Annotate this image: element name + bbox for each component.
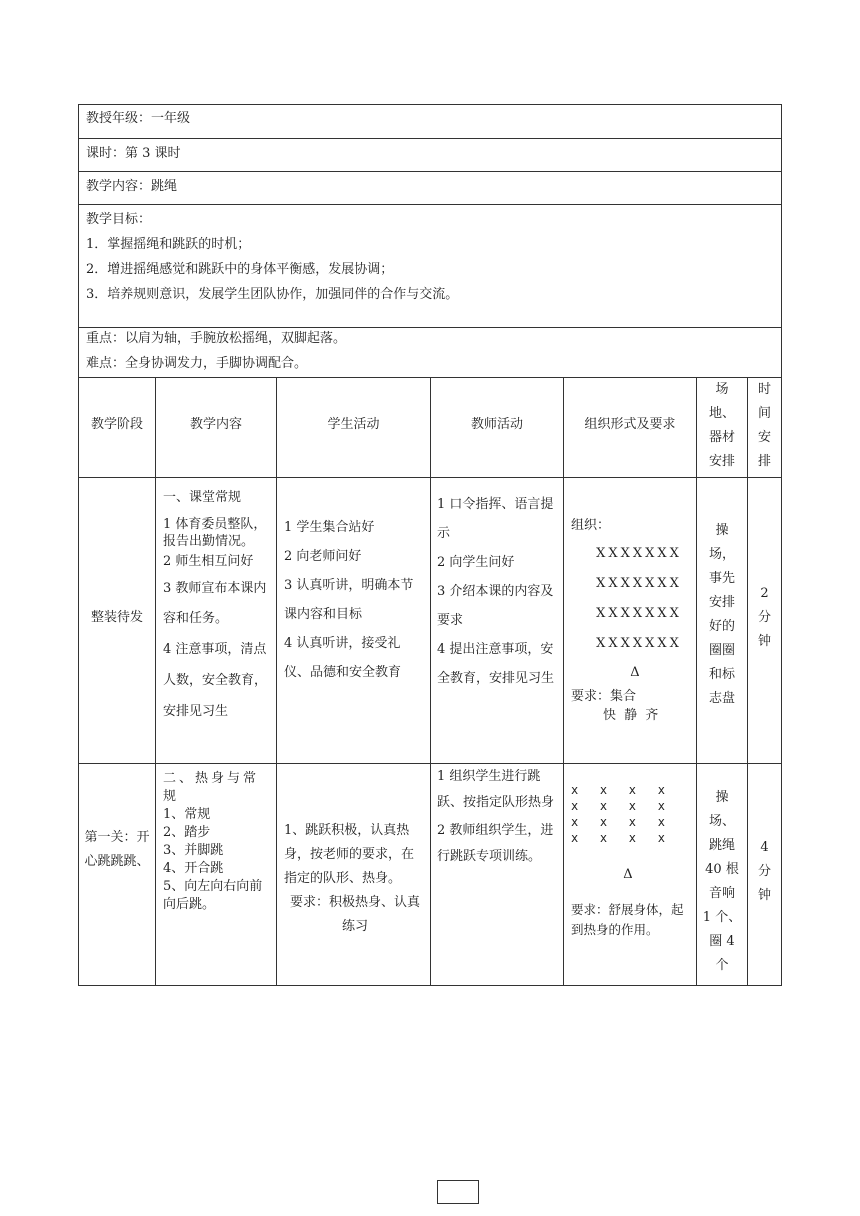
row1-student: [284, 513, 424, 687]
venue-header-part-2: 地、: [708, 406, 735, 421]
row2-venue-line-3: 跳绳: [708, 838, 735, 853]
time-header-part-2: 间: [757, 406, 771, 421]
row1-venue-line-5: 好的: [708, 619, 735, 634]
row1-content-line-3: 2 师生相互问好: [163, 554, 254, 569]
row2-teacher-line-2: 2 教师组织学生，进行跳跃专项训练。: [437, 823, 554, 864]
row1-venue-line-2: 场，: [708, 547, 735, 562]
row1-content-line-2: 1 体育委员整队，报告出勤情况。: [163, 517, 267, 549]
row2-content-line-1: 二、热身与常规: [163, 771, 260, 804]
formation-row-4: XXXXXXX: [596, 636, 682, 651]
time-header-part-4: 排: [757, 454, 771, 469]
divider-2: [78, 171, 782, 172]
row1-student-line-3: 3 认真听讲，明确本节课内容和目标: [284, 578, 414, 622]
objective-3: 3．培养规则意识，发展学生团队协作，加强同伴的合作与交流。: [86, 287, 459, 302]
time-header-part-1: 时: [757, 382, 771, 397]
row1-venue-line-8: 志盘: [708, 691, 735, 706]
row2-content-line-3: 2、踏步: [163, 825, 211, 840]
row1-venue-line-4: 安排: [708, 595, 735, 610]
col-header-stage: 教学阶段: [90, 417, 143, 432]
row1-teacher-line-3: 3 介绍本课的内容及要求: [437, 584, 554, 628]
row1-teacher-line-1: 1 口令指挥、语言提示: [437, 497, 554, 541]
col-header-time: [748, 378, 781, 474]
row1-stage: 整装待发: [90, 610, 143, 625]
row2-venue-line-5: 音响: [708, 886, 735, 901]
row2-student-line-1: 1、跳跃积极，认真热身，按老师的要求，在指定的队形、热身。: [284, 823, 415, 886]
divider-4: [78, 327, 782, 328]
col-header-content: 教学内容: [189, 417, 242, 432]
row1-teacher-line-2: 2 向学生问好: [437, 555, 515, 570]
row2-venue-line-8: 个: [715, 958, 729, 973]
row2-teacher-delta: Δ: [623, 867, 633, 882]
row1-org-req2: 快 静 齐: [603, 708, 661, 723]
row1-content-line-1: 一、课堂常规: [163, 490, 242, 505]
col-header-teacher: 教师活动: [470, 417, 523, 432]
row1-venue-line-7: 和标: [708, 667, 735, 682]
row2-teacher: [437, 764, 559, 870]
row2-org-req: 要求：舒展身体，起到热身的作用。: [571, 902, 684, 937]
row2-time-line-2: 分: [757, 864, 771, 879]
row2-venue: [697, 786, 747, 978]
row2-stage: 第一关：开心跳跳跳、: [84, 830, 150, 869]
venue-header-part-1: 场: [715, 382, 729, 397]
row2-content-line-4: 3、并脚跳: [163, 843, 224, 858]
row1-student-line-1: 1 学生集合站好: [284, 520, 375, 535]
row2-time-line-3: 钟: [757, 888, 771, 903]
period-text: 课时：第 3 课时: [86, 146, 181, 161]
col-line-1: [155, 377, 156, 986]
row2-student-line-2: 要求：积极热身、认真练习: [289, 895, 420, 934]
row1-content-line-4: 3 教师宣布本课内容和任务。: [163, 581, 267, 626]
row1-content-line-5: 4 注意事项，清点人数，安全教育，安排见习生: [163, 642, 268, 719]
row2-venue-line-4: 40 根: [705, 862, 739, 877]
time-header-part-3: 安: [757, 430, 771, 445]
col-header-org: 组织形式及要求: [584, 417, 676, 432]
row1-time: [748, 582, 781, 654]
objectives-title: 教学目标：: [86, 212, 152, 227]
row2-formation-row-3: x x x x: [571, 815, 665, 829]
table-right-border: [781, 104, 782, 986]
row1-content: [163, 486, 271, 727]
col-header-venue: [697, 378, 747, 474]
row2-time: [748, 836, 781, 908]
row1-student-line-2: 2 向老师问好: [284, 549, 362, 564]
table-left-border: [78, 104, 79, 986]
objective-2: 2．增进摇绳感觉和跳跃中的身体平衡感，发展协调；: [86, 262, 394, 277]
row1-venue-line-1: 操: [715, 523, 729, 538]
divider-1: [78, 138, 782, 139]
row2-formation-row-1: x x x x: [571, 783, 665, 797]
row2-teacher-line-1: 1 组织学生进行跳跃、按指定队形热身: [437, 769, 555, 810]
row1-venue-line-6: 圈圈: [708, 643, 735, 658]
row1-org-req: 要求：集合: [571, 689, 637, 704]
table-top-border: [78, 104, 782, 105]
row1-student-line-4: 4 认真听讲，接受礼仪、品德和安全教育: [284, 636, 402, 680]
row2-content-line-6: 5、向左向右向前向后跳。: [163, 879, 263, 912]
col-line-3: [430, 377, 431, 986]
row1-teacher: [437, 490, 559, 693]
page-number-box: [437, 1180, 479, 1204]
venue-header-part-4: 安排: [708, 454, 735, 469]
row1-time-line-3: 钟: [757, 634, 771, 649]
row1-org: [571, 513, 691, 725]
row1-venue-line-3: 事先: [708, 571, 735, 586]
content-text: 教学内容：跳绳: [86, 179, 178, 194]
venue-header-part-3: 器材: [708, 430, 735, 445]
row2-time-line-1: 4: [760, 840, 769, 855]
row1-org-label: 组织：: [571, 518, 611, 533]
grade-text: 教授年级：一年级: [86, 111, 191, 126]
row2-formation-row-4: x x x x: [571, 831, 665, 845]
teacher-delta: Δ: [630, 665, 640, 680]
row2-org: [571, 782, 693, 940]
key-point: 重点：以肩为轴，手腕放松摇绳，双脚起落。: [86, 331, 347, 346]
col-header-student: 学生活动: [327, 417, 380, 432]
row2-content: [163, 770, 271, 914]
row2-venue-line-2: 场、: [708, 814, 735, 829]
divider-3: [78, 204, 782, 205]
row2-venue-line-7: 圈 4: [709, 934, 735, 949]
formation-row-1: XXXXXXX: [596, 546, 682, 561]
row1-venue: [697, 519, 747, 711]
col-line-4: [563, 377, 564, 986]
col-line-2: [276, 377, 277, 986]
difficulty: 难点：全身协调发力，手脚协调配合。: [86, 356, 308, 371]
row2-content-line-2: 1、常规: [163, 807, 211, 822]
formation-row-3: XXXXXXX: [596, 606, 682, 621]
row2-student: [284, 819, 426, 939]
formation-row-2: XXXXXXX: [596, 576, 682, 591]
row2-venue-line-6: 1 个、: [702, 910, 742, 925]
row2-formation-row-2: x x x x: [571, 799, 665, 813]
row2-content-line-5: 4、开合跳: [163, 861, 224, 876]
row1-teacher-line-4: 4 提出注意事项，安全教育，安排见习生: [437, 642, 555, 686]
row2-venue-line-1: 操: [715, 790, 729, 805]
row1-time-line-1: 2: [760, 586, 769, 601]
row1-time-line-2: 分: [757, 610, 771, 625]
objective-1: 1．掌握摇绳和跳跃的时机；: [86, 237, 251, 252]
